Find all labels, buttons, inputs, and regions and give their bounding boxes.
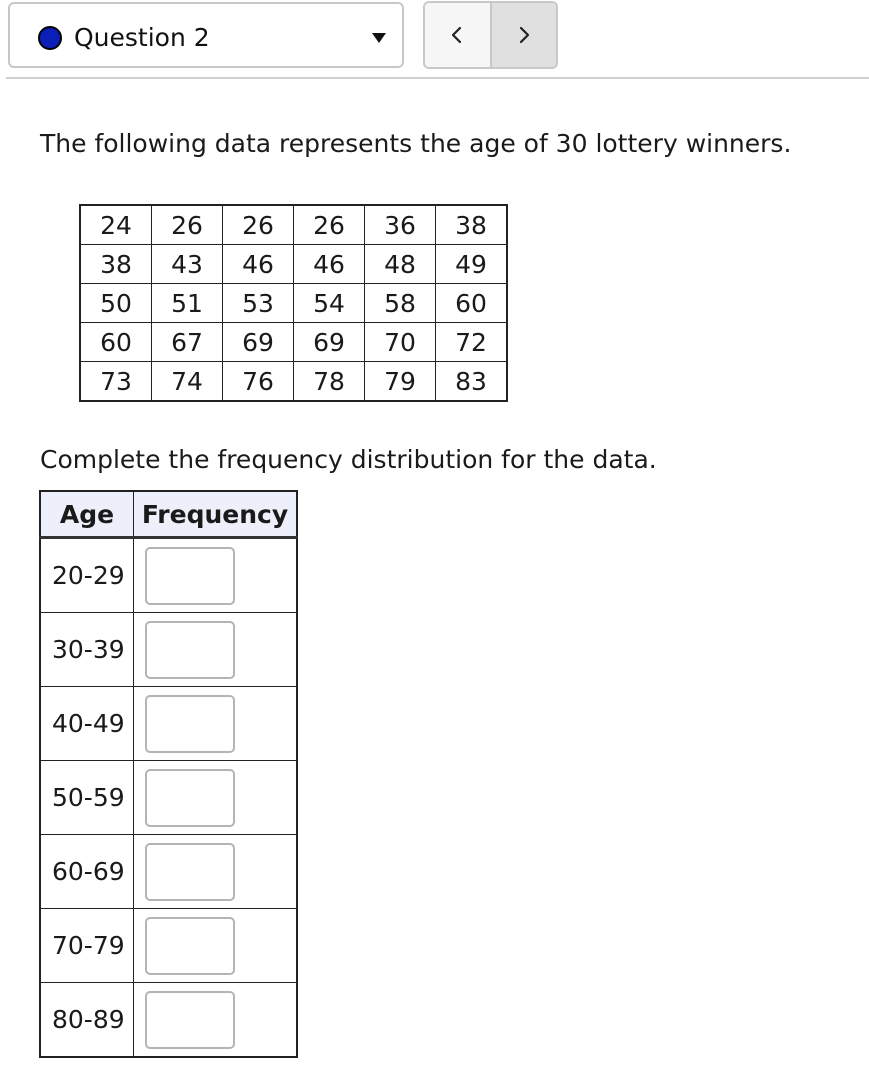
data-cell: 69 bbox=[294, 323, 365, 362]
data-cell: 83 bbox=[436, 362, 508, 402]
question-selector[interactable] bbox=[8, 2, 404, 68]
data-cell: 46 bbox=[223, 245, 294, 284]
frequency-input[interactable] bbox=[145, 991, 235, 1049]
caret-down-icon bbox=[372, 33, 386, 43]
data-row bbox=[80, 362, 507, 402]
status-dot-icon bbox=[38, 26, 62, 50]
frequency-input[interactable] bbox=[145, 547, 235, 605]
data-cell: 36 bbox=[365, 205, 436, 245]
chevron-right-icon bbox=[517, 25, 531, 45]
question-prompt: The following data represents the age of 30 lottery winners. bbox=[40, 129, 792, 158]
frequency-table bbox=[39, 490, 298, 1058]
question-label: Question 2 bbox=[74, 23, 210, 52]
data-row bbox=[80, 205, 507, 245]
data-cell: 51 bbox=[152, 284, 223, 323]
data-row bbox=[80, 284, 507, 323]
data-cell: 69 bbox=[223, 323, 294, 362]
table-row bbox=[40, 687, 297, 761]
data-cell: 43 bbox=[152, 245, 223, 284]
frequency-input[interactable] bbox=[145, 695, 235, 753]
age-class-label: 70-79 bbox=[40, 909, 134, 983]
age-class-label: 80-89 bbox=[40, 983, 134, 1058]
header-divider bbox=[6, 77, 869, 79]
data-cell: 26 bbox=[152, 205, 223, 245]
data-cell: 78 bbox=[294, 362, 365, 402]
ages-data-table bbox=[79, 204, 508, 402]
data-cell: 54 bbox=[294, 284, 365, 323]
age-class-label: 30-39 bbox=[40, 613, 134, 687]
previous-question-button[interactable] bbox=[425, 3, 490, 67]
table-row bbox=[40, 613, 297, 687]
data-cell: 46 bbox=[294, 245, 365, 284]
data-cell: 60 bbox=[80, 323, 152, 362]
data-cell: 38 bbox=[436, 205, 508, 245]
frequency-input[interactable] bbox=[145, 843, 235, 901]
data-cell: 49 bbox=[436, 245, 508, 284]
frequency-cell bbox=[134, 538, 298, 613]
age-class-label: 40-49 bbox=[40, 687, 134, 761]
frequency-cell bbox=[134, 613, 298, 687]
table-row bbox=[40, 983, 297, 1058]
data-cell: 58 bbox=[365, 284, 436, 323]
frequency-column-header: Frequency bbox=[134, 491, 298, 538]
table-row bbox=[40, 909, 297, 983]
instruction-text: Complete the frequency distribution for the data. bbox=[40, 445, 657, 474]
age-column-header: Age bbox=[40, 491, 134, 538]
data-cell: 74 bbox=[152, 362, 223, 402]
data-row bbox=[80, 323, 507, 362]
data-cell: 53 bbox=[223, 284, 294, 323]
next-question-button[interactable] bbox=[490, 3, 557, 67]
data-cell: 48 bbox=[365, 245, 436, 284]
data-cell: 38 bbox=[80, 245, 152, 284]
frequency-input[interactable] bbox=[145, 769, 235, 827]
data-cell: 50 bbox=[80, 284, 152, 323]
data-cell: 76 bbox=[223, 362, 294, 402]
data-cell: 67 bbox=[152, 323, 223, 362]
frequency-cell bbox=[134, 761, 298, 835]
frequency-header-row bbox=[40, 491, 297, 538]
frequency-cell bbox=[134, 687, 298, 761]
data-cell: 72 bbox=[436, 323, 508, 362]
data-cell: 70 bbox=[365, 323, 436, 362]
age-class-label: 20-29 bbox=[40, 538, 134, 613]
data-cell: 73 bbox=[80, 362, 152, 402]
data-cell: 24 bbox=[80, 205, 152, 245]
data-cell: 79 bbox=[365, 362, 436, 402]
age-class-label: 50-59 bbox=[40, 761, 134, 835]
table-row bbox=[40, 835, 297, 909]
frequency-cell bbox=[134, 983, 298, 1058]
data-cell: 26 bbox=[294, 205, 365, 245]
data-cell: 26 bbox=[223, 205, 294, 245]
frequency-cell bbox=[134, 835, 298, 909]
age-class-label: 60-69 bbox=[40, 835, 134, 909]
data-cell: 60 bbox=[436, 284, 508, 323]
table-row bbox=[40, 761, 297, 835]
frequency-cell bbox=[134, 909, 298, 983]
frequency-input[interactable] bbox=[145, 621, 235, 679]
table-row bbox=[40, 538, 297, 613]
data-row bbox=[80, 245, 507, 284]
chevron-left-icon bbox=[450, 25, 464, 45]
question-navigation bbox=[423, 1, 558, 69]
frequency-input[interactable] bbox=[145, 917, 235, 975]
